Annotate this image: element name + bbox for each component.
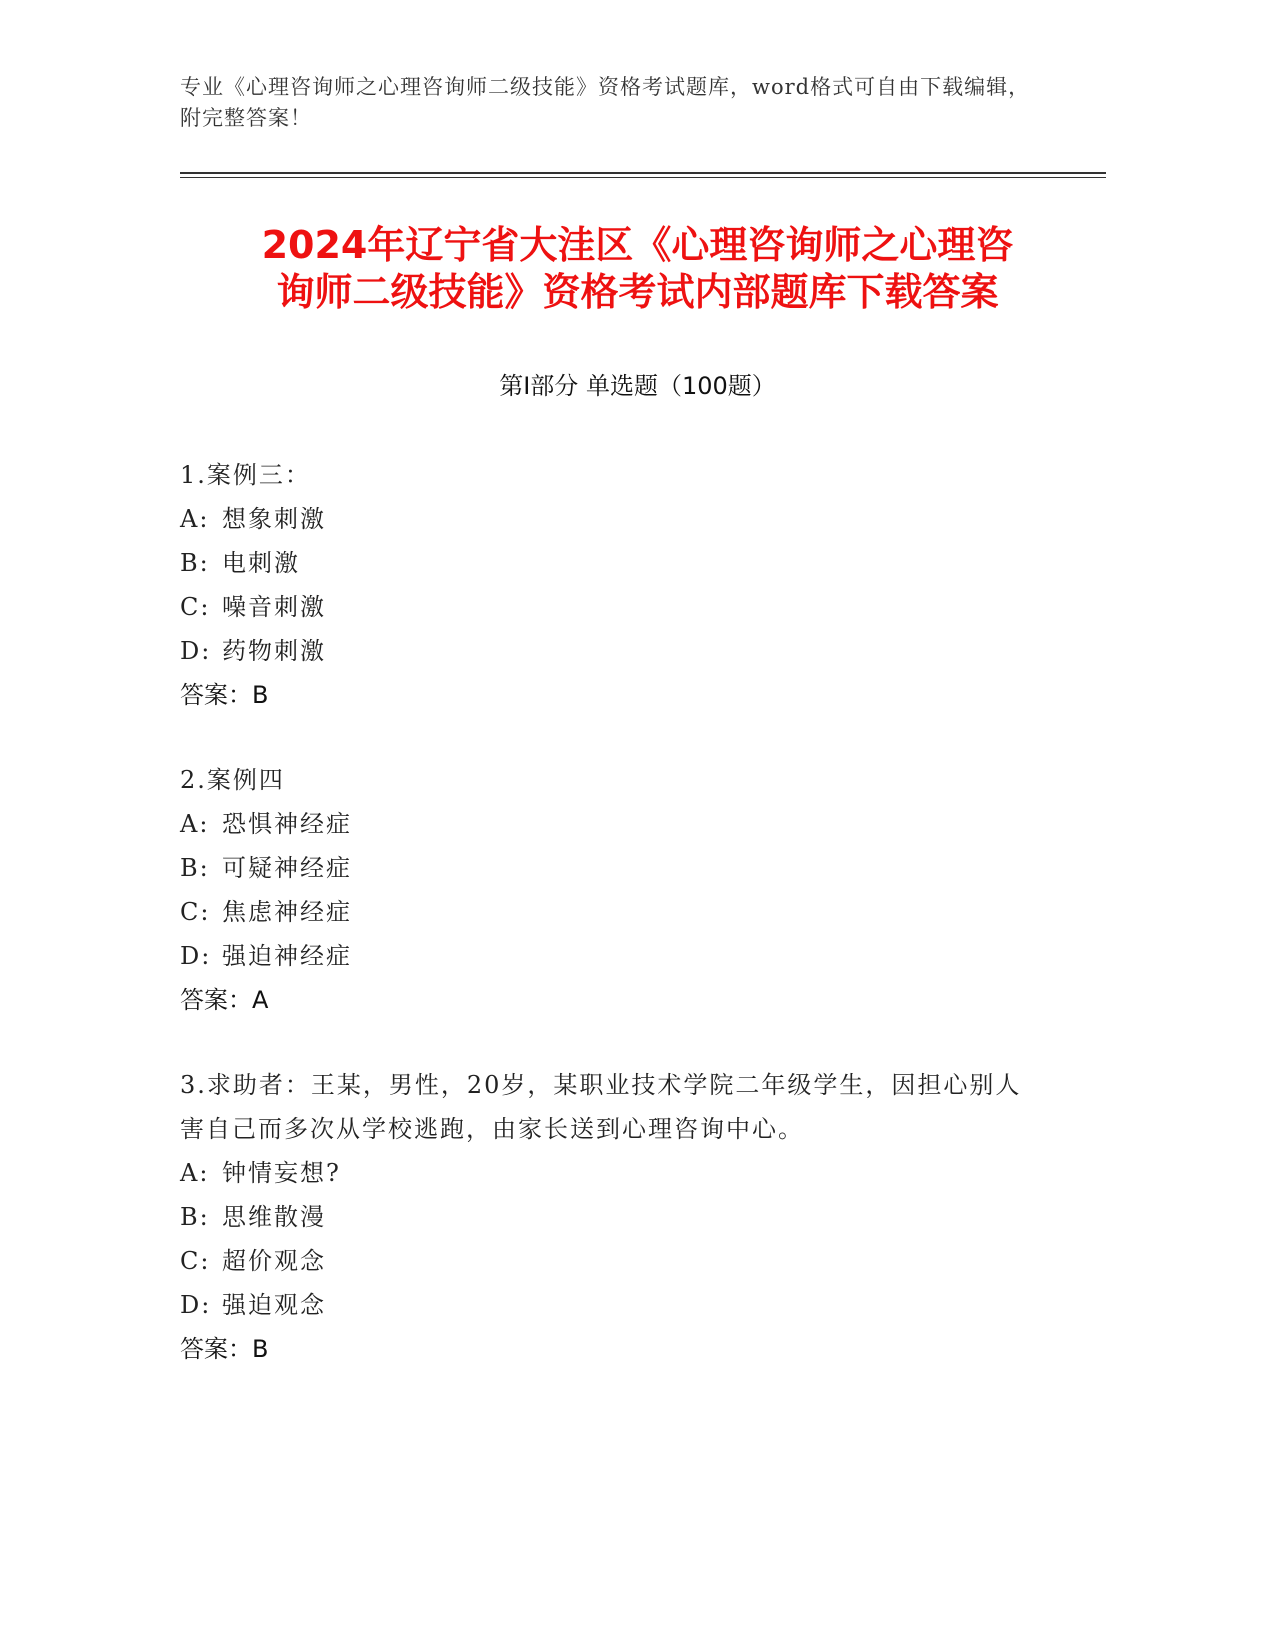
option-letter: C: [180,1247,211,1275]
option-letter: D: [180,1291,212,1319]
document-title [150,222,1125,316]
option-c [180,1239,1040,1283]
option-b [180,541,1040,585]
option-b [180,846,1040,890]
option-text: 强迫观念 [222,1291,326,1319]
document-title-line-1: 2024年辽宁省大洼区《心理咨询师之心理咨 [261,223,1014,267]
option-a [180,802,1040,846]
header-divider-thick [180,172,1106,174]
option-d [180,1283,1040,1327]
option-text: 思维散漫 [222,1203,326,1231]
option-letter: C: [180,593,211,621]
option-text: 强迫神经症 [222,942,352,970]
option-letter: A: [180,810,210,838]
option-letter: D: [180,942,212,970]
question-stem: 2.案例四 [180,766,285,794]
option-text: 电刺激 [222,549,300,577]
option-text: 超价观念 [222,1247,326,1275]
option-text: 药物刺激 [222,637,326,665]
option-c [180,585,1040,629]
option-c [180,890,1040,934]
option-text: 恐惧神经症 [222,810,352,838]
answer-label: 答案：B [180,1335,269,1363]
option-letter: B: [180,549,210,577]
header-divider-thin [180,177,1106,178]
question-1 [180,453,1040,717]
option-a [180,497,1040,541]
option-letter: A: [180,505,210,533]
option-d [180,629,1040,673]
answer-label: 答案：A [180,986,269,1014]
option-a [180,1151,1040,1195]
option-letter: B: [180,854,210,882]
option-text: 可疑神经症 [222,854,352,882]
option-letter: C: [180,898,211,926]
option-text: 钟情妄想? [222,1159,341,1187]
question-stem: 1.案例三： [180,461,311,489]
option-text: 想象刺激 [222,505,326,533]
answer-label: 答案：B [180,681,269,709]
question-3 [180,1063,1040,1371]
header-note: 专业《心理咨询师之心理咨询师二级技能》资格考试题库，word格式可自由下载编辑，附完整答案！ [180,75,1031,130]
section-title: 第Ⅰ部分 单选题（100题） [499,372,776,400]
option-text: 焦虑神经症 [222,898,352,926]
option-text: 噪音刺激 [222,593,326,621]
option-letter: B: [180,1203,210,1231]
option-b [180,1195,1040,1239]
option-letter: D: [180,637,212,665]
document-title-line-2: 询师二级技能》资格考试内部题库下载答案 [276,270,999,314]
question-2 [180,758,1040,1022]
option-letter: A: [180,1159,210,1187]
option-d [180,934,1040,978]
question-stem: 3.求助者：王某，男性，20岁，某职业技术学院二年级学生，因担心别人害自己而多次从学校逃跑，由家长送到心理咨询中心。 [180,1071,1022,1143]
